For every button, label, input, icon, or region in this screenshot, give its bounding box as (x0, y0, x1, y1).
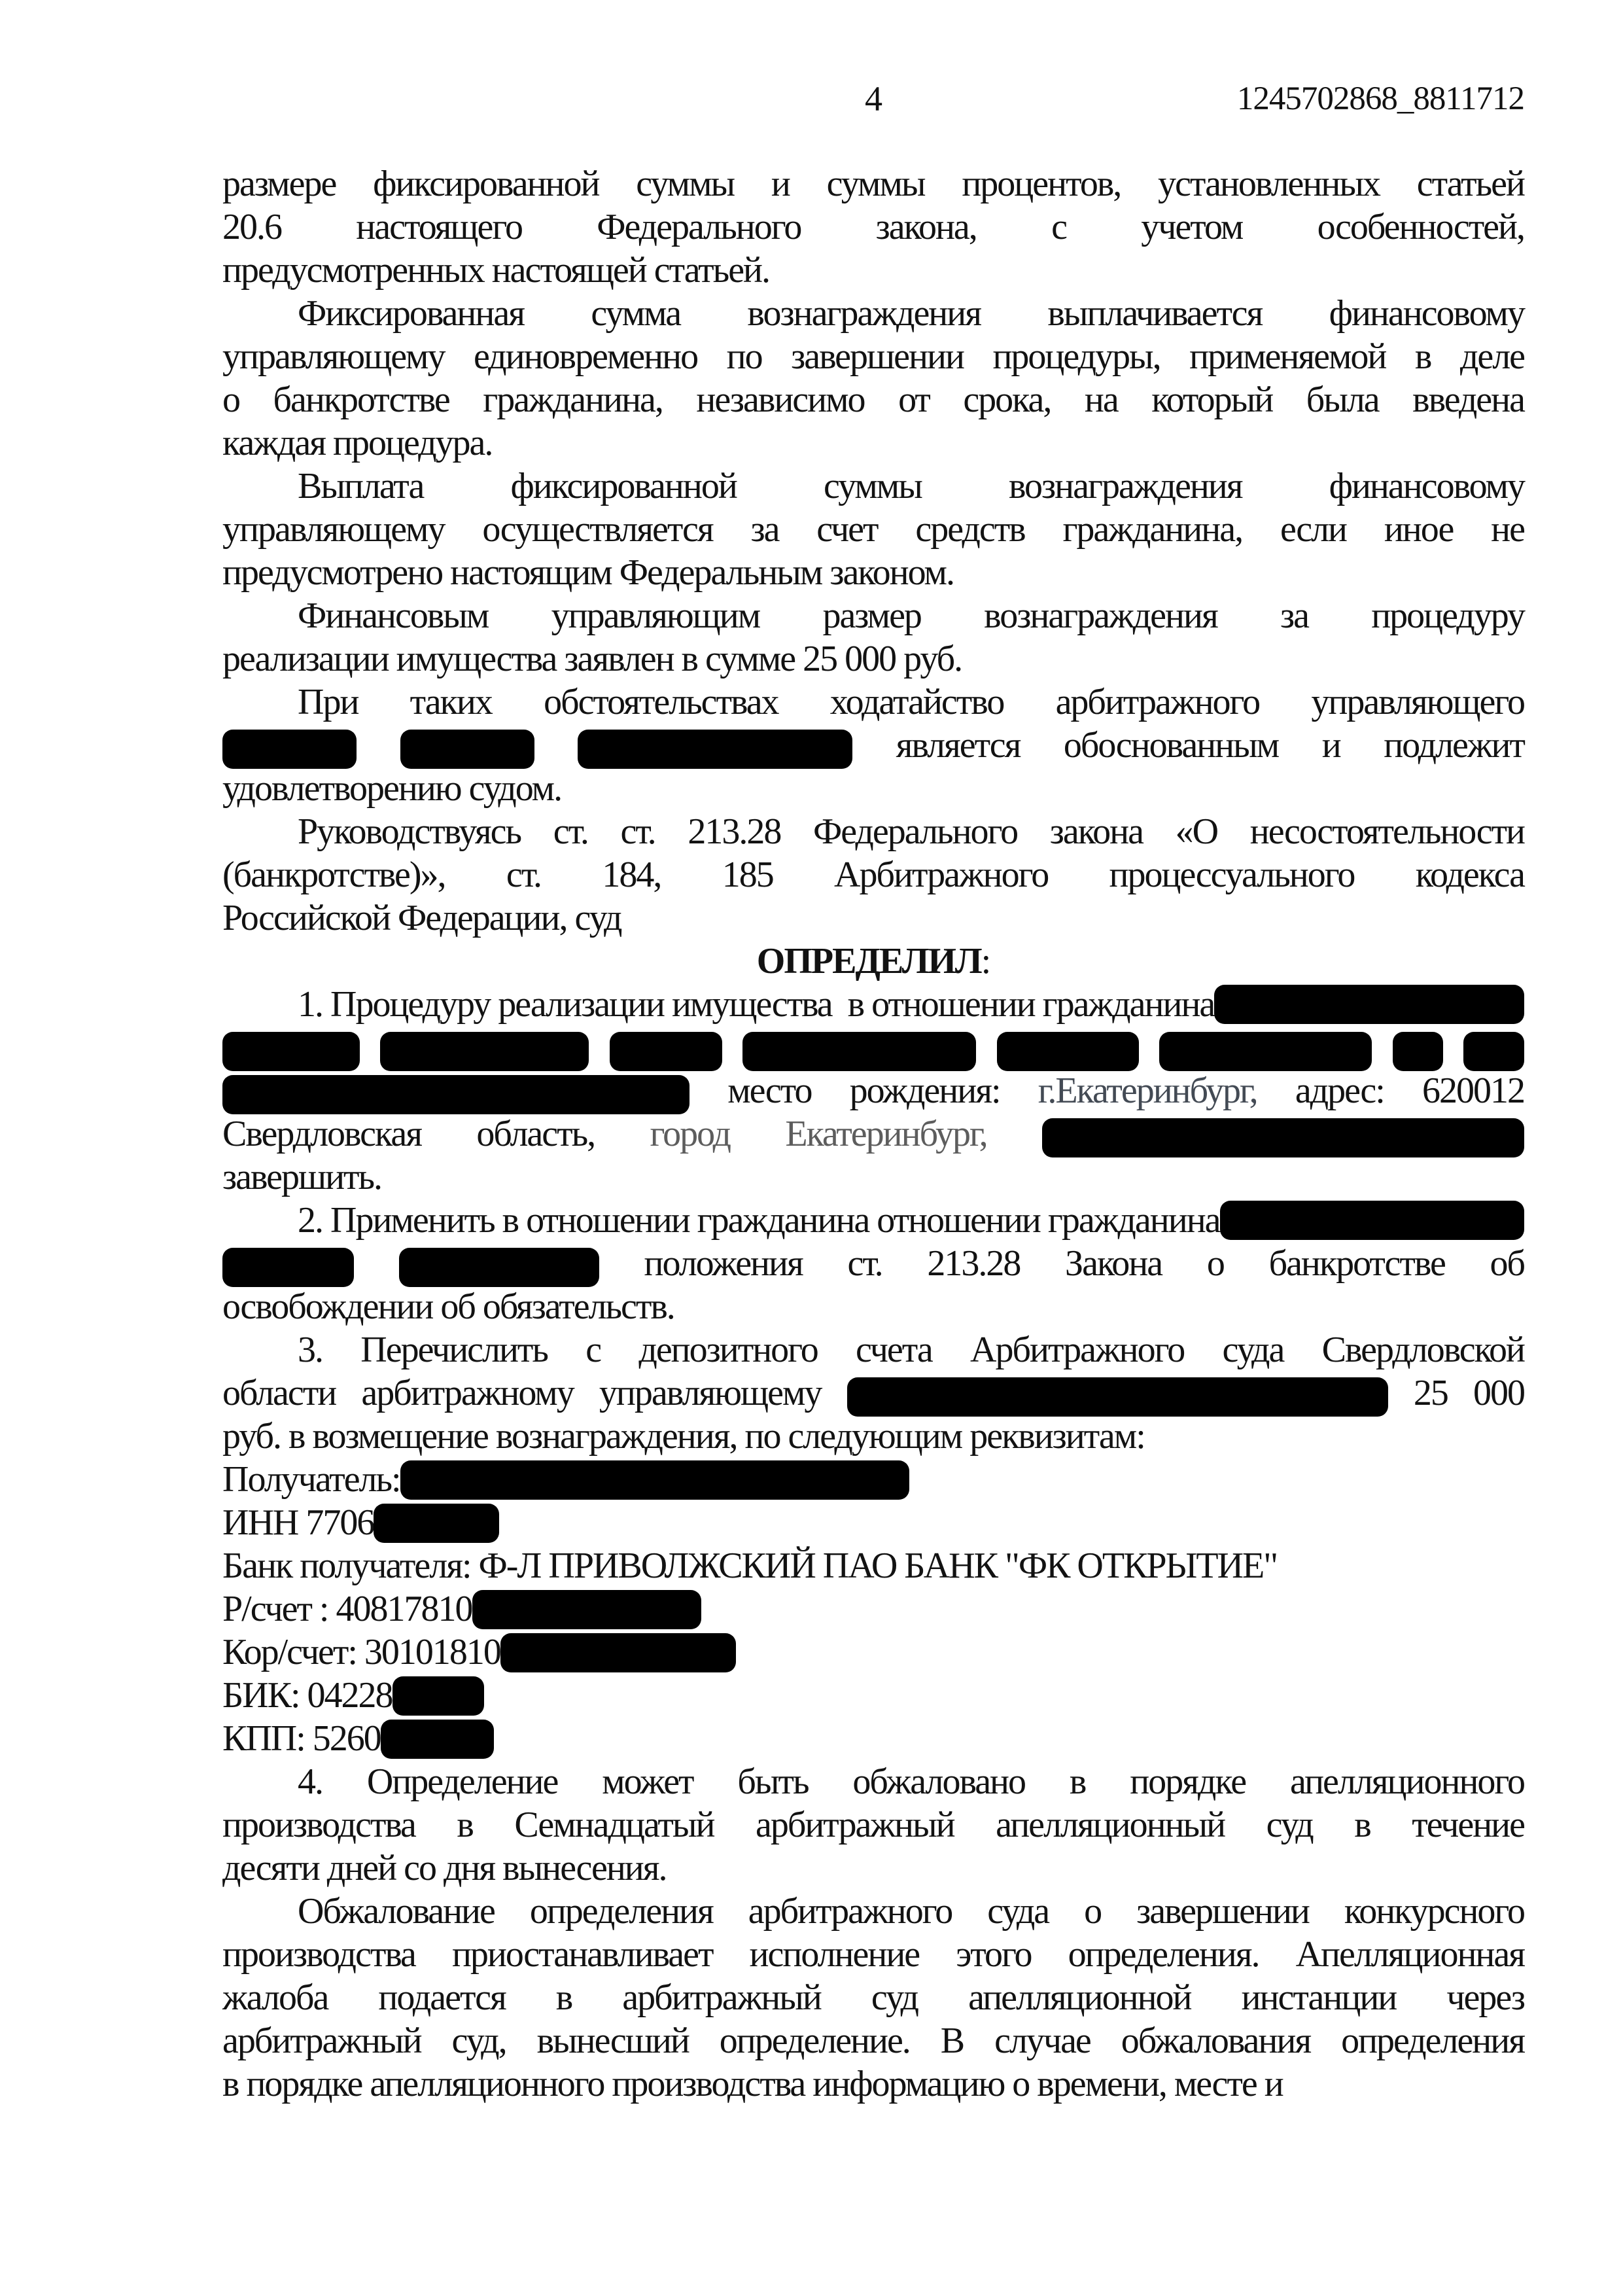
redaction-block (393, 1676, 484, 1716)
text-segment: освобождении об обязательств. (222, 1286, 674, 1327)
document-line (222, 162, 1524, 205)
document-line (222, 594, 1524, 637)
redaction-block (374, 1504, 499, 1543)
document-line (222, 637, 1524, 680)
document-line (222, 1890, 1524, 1933)
text-segment: удовлетворению судом. (222, 768, 562, 809)
document-line (222, 767, 1524, 810)
page-header (222, 79, 1524, 122)
text-segment: Финансовым управляющим размер вознаграждения за процедуру (298, 595, 1524, 636)
redaction-block (400, 730, 534, 769)
document-line (222, 421, 1524, 465)
redaction-block (1042, 1118, 1524, 1157)
document-line (222, 465, 1524, 508)
text-segment: предусмотренных настоящей статьей. (222, 250, 770, 291)
text-segment: в порядке апелляционного производства информацию о времени, месте и (222, 2064, 1283, 2104)
text-segment: 620012 (1422, 1070, 1525, 1111)
document-line (222, 1501, 1524, 1544)
document-line (222, 1717, 1524, 1760)
text-segment: реализации имущества заявлен в сумме 25 000 руб. (222, 639, 962, 679)
redaction-block (380, 1032, 589, 1071)
document-line (222, 680, 1524, 724)
text-segment: 2. Применить в отношении гражданина отношении гражданина (298, 1200, 1220, 1241)
text-segment: производства приостанавливает исполнение этого определения. Апелляционная (222, 1934, 1524, 1975)
text-segment: Получатель: (222, 1459, 400, 1500)
document-line (222, 1371, 1524, 1415)
text-segment: Кор/счет: 30101810 (222, 1632, 500, 1672)
text-segment: адрес: (1295, 1070, 1384, 1111)
document-line (222, 810, 1524, 853)
document-line (222, 1328, 1524, 1371)
redaction-block (1463, 1032, 1524, 1071)
document-line (222, 1112, 1524, 1156)
document-line (222, 896, 1524, 940)
text-segment: управляющему единовременно по завершении процедуры, применяемой в деле (222, 336, 1524, 377)
redaction-block (472, 1590, 701, 1629)
text-segment: размере фиксированной суммы и суммы процентов, установленных статьей (222, 164, 1524, 204)
text-segment: (банкротстве)», ст. 184, 185 Арбитражного процессуального кодекса (222, 855, 1524, 895)
redaction-block (381, 1720, 494, 1759)
text-segment: город Екатеринбург, (650, 1114, 987, 1154)
redaction-block (500, 1633, 736, 1672)
text-segment: 25 000 (1413, 1373, 1525, 1413)
text-segment: производства в Семнадцатый арбитражный апелляционный суд в течение (222, 1805, 1524, 1845)
text-segment: о банкротстве гражданина, независимо от срока, на который была введена (222, 380, 1524, 420)
text-segment: Свердловская область, (222, 1114, 595, 1154)
redaction-block (1214, 985, 1524, 1024)
document-line (222, 1760, 1524, 1803)
redaction-block (742, 1032, 976, 1071)
document-line (222, 551, 1524, 594)
text-segment: При таких обстоятельствах ходатайство арбитражного управляющего (298, 682, 1524, 722)
text-segment: 20.6 настоящего Федерального закона, с учетом особенностей, (222, 207, 1524, 247)
redaction-block (222, 1248, 354, 1287)
document-line (222, 1846, 1524, 1890)
document-line (222, 724, 1524, 767)
document-line (222, 1976, 1524, 2019)
document-line (222, 1069, 1524, 1112)
document-line (222, 1803, 1524, 1846)
text-segment: 1. Процедуру реализации имущества в отношении гражданина (298, 984, 1215, 1025)
document-line (222, 2019, 1524, 2062)
redaction-block (847, 1377, 1388, 1417)
text-segment: руб. в возмещение вознаграждения, по следующим реквизитам: (222, 1416, 1145, 1457)
document-line (222, 1199, 1524, 1242)
document-line (222, 378, 1524, 421)
text-segment: Выплата фиксированной суммы вознаграждения финансовому (298, 466, 1524, 506)
text-segment: жалоба подается в арбитражный суд апелляционной инстанции через (222, 1977, 1524, 2018)
text-segment: положения ст. 213.28 Закона о банкротстве об (644, 1243, 1525, 1284)
text-segment: 3. Перечислить с депозитного счета Арбитражного суда Свердловской (298, 1330, 1524, 1370)
document-line (222, 1026, 1524, 1069)
text-segment: Банк получателя: Ф-Л ПРИВОЛЖСКИЙ ПАО БАНК "ФК ОТКРЫТИЕ" (222, 1545, 1278, 1586)
text-segment: ИНН 7706 (222, 1502, 374, 1543)
text-segment: Руководствуясь ст. ст. 213.28 Федерального закона «О несостоятельности (298, 811, 1524, 852)
text-segment: Обжалование определения арбитражного суда о завершении конкурсного (298, 1891, 1524, 1932)
document-id: 1245702868_8811712 (1236, 80, 1524, 117)
document-line (222, 1285, 1524, 1328)
text-segment: каждая процедура. (222, 423, 493, 463)
document-line (222, 853, 1524, 896)
text-segment: предусмотрено настоящим Федеральным законом. (222, 552, 954, 593)
redaction-block (222, 730, 357, 769)
document-line (222, 1631, 1524, 1674)
text-segment: завершить. (222, 1157, 382, 1197)
document-line (222, 2062, 1524, 2106)
redaction-block (997, 1032, 1139, 1071)
text-segment: управляющему осуществляется за счет средств гражданина, если иное не (222, 509, 1524, 550)
text-segment: г.Екатеринбург, (1038, 1070, 1257, 1111)
text-segment: Российской Федерации, суд (222, 898, 621, 938)
redaction-block (610, 1032, 722, 1071)
document-line (222, 292, 1524, 335)
document-line (222, 508, 1524, 551)
document-line (222, 205, 1524, 249)
document-line (222, 1587, 1524, 1631)
document-line (222, 1933, 1524, 1976)
document-line (222, 249, 1524, 292)
redaction-block (399, 1248, 599, 1287)
redaction-block (1393, 1032, 1443, 1071)
text-segment: место рождения: (727, 1070, 1000, 1111)
text-segment: арбитражный суд, вынесший определение. В случае обжалования определения (222, 2021, 1524, 2061)
text-segment: : (981, 941, 990, 981)
document-line (222, 940, 1524, 983)
text-segment: десяти дней со дня вынесения. (222, 1848, 667, 1888)
page-number: 4 (865, 79, 882, 118)
text-segment: Фиксированная сумма вознаграждения выплачивается финансовому (298, 293, 1524, 334)
text-segment: ОПРЕДЕЛИЛ (756, 941, 981, 981)
document-line (222, 1242, 1524, 1285)
document-line (222, 1415, 1524, 1458)
redaction-block (400, 1460, 909, 1500)
redaction-block (222, 1032, 360, 1071)
document-line (222, 983, 1524, 1026)
text-segment: является обоснованным и подлежит (896, 725, 1524, 766)
document-body (222, 162, 1524, 2106)
redaction-block (1220, 1201, 1524, 1240)
redaction-block (1159, 1032, 1372, 1071)
document-line (222, 1156, 1524, 1199)
document-line (222, 1674, 1524, 1717)
document-line (222, 1544, 1524, 1587)
text-segment: КПП: 5260 (222, 1718, 381, 1759)
text-segment: 4. Определение может быть обжаловано в порядке апелляционного (298, 1761, 1524, 1802)
document-line (222, 335, 1524, 378)
text-segment: БИК: 04228 (222, 1675, 393, 1716)
text-segment: области арбитражному управляющему (222, 1373, 822, 1413)
text-segment: Р/счет : 40817810 (222, 1589, 472, 1629)
redaction-block (222, 1075, 689, 1114)
redaction-block (578, 730, 852, 769)
document-line (222, 1458, 1524, 1501)
